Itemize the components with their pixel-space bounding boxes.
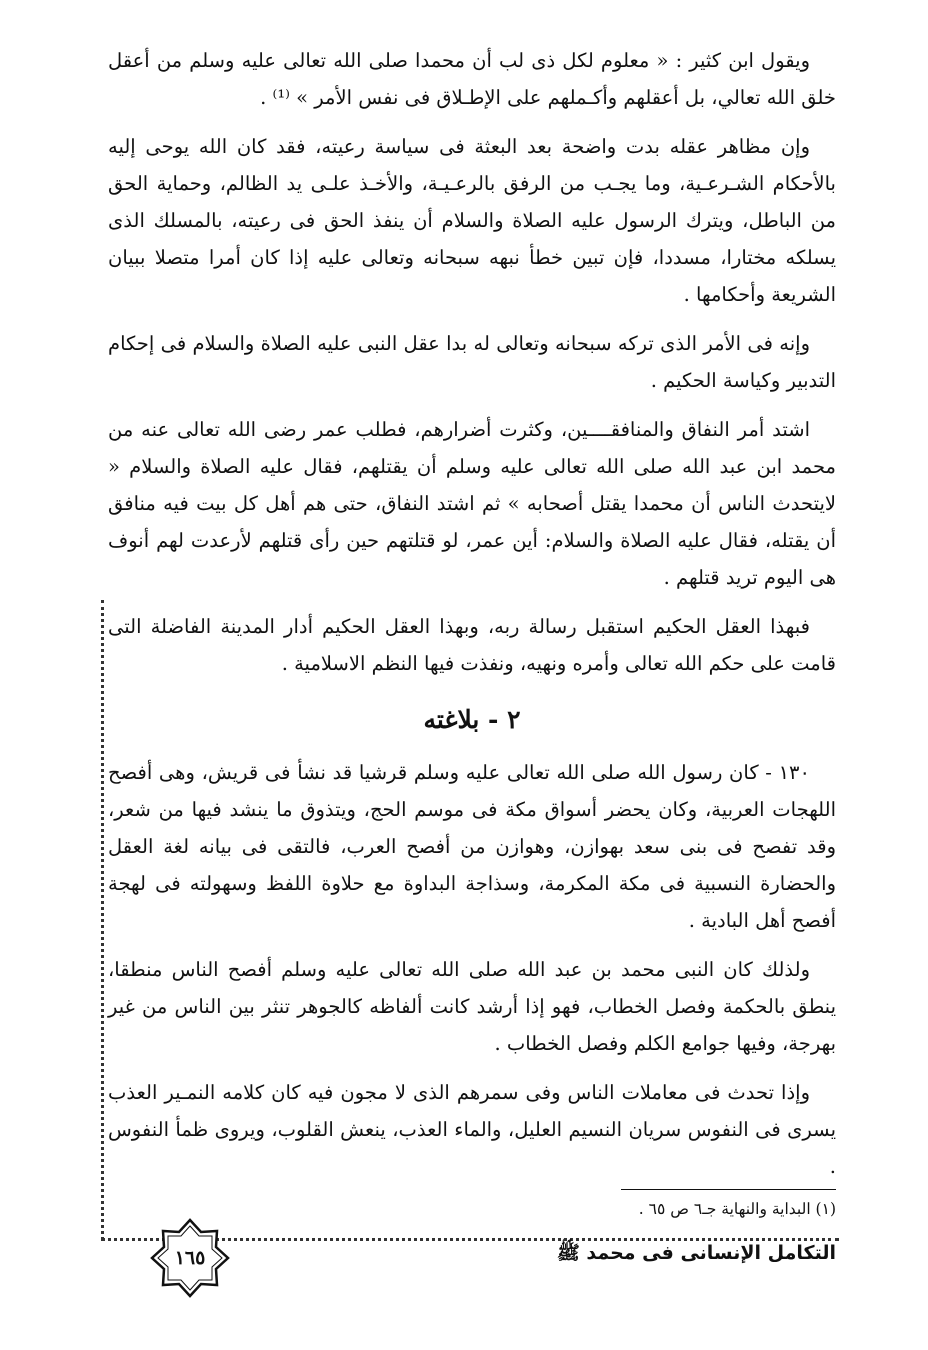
paragraph-text: ولذلك كان النبى محمد بن عبد الله صلى الله تعالى عليه وسلم أفصح الناس منطقا، ينطق بالحكمة وفصل الخطاب، فهو إذا أرشد كانت ألفاظه كالجوهر تنثر بين الناس من غير بهرجة، وفيها جوامع الكلم وفصل الخطاب . xyxy=(108,958,836,1055)
page-body xyxy=(108,42,836,1224)
paragraph-eloquence-origin xyxy=(108,754,836,939)
paragraph-text: ويقول ابن كثير : « معلوم لكل ذى لب أن محمدا صلى الله تعالى عليه وسلم من أعقل خلق الله تعالي، بل أعقلهم وأكـملهم على الإطـلاق فى نفس الأمر » ⁽¹⁾ . xyxy=(108,49,836,109)
footnote-divider xyxy=(621,1189,836,1190)
paragraph-hypocrites xyxy=(108,411,836,596)
running-footer-title: التكامل الإنسانى فى محمد ﷺ xyxy=(556,1242,836,1264)
paragraph-wisdom-of-management xyxy=(108,325,836,399)
footnote: (١) البداية والنهاية جـ٦ ص ٦٥ . xyxy=(638,1200,836,1218)
paragraph-text: وإن مظاهر عقله بدت واضحة بعد البعثة فى سياسة رعيته، فقد كان الله يوحى إليه بالأحكام الشـرعـية، وما يجـب من الرفق بالرعـيـة، والأخـذ علـى يد الظالم، وحماية الحق من الباطل، ويترك الرسول عليه الصلاة والسلام أن ينفذ الحق فى رعيته، بالمسلك الذى يسلكه مختارا، مسددا، فإن تبين خطأ نبهه سبحانه وتعالى عليه إذا كان أمرا متصلا ببيان الشريعة وأحكامها . xyxy=(108,135,836,306)
section-heading: ٢ - بلاغته xyxy=(423,705,521,734)
page-border-left xyxy=(101,600,104,1240)
page-number-badge xyxy=(150,1218,230,1298)
paragraph-text: وإذا تحدث فى معاملات الناس وفى سمرهم الذى لا مجون فيه كان كلامه النمـير العذب يسرى فى النفوس سريان النسيم العليل، والماء العذب، ينعش القلوب، ويروى ظمأ النفوس . xyxy=(108,1081,836,1178)
paragraph-wise-mind xyxy=(108,608,836,682)
paragraph-conversation xyxy=(108,1074,836,1185)
paragraph-most-eloquent xyxy=(108,951,836,1062)
paragraph-text: وإنه فى الأمر الذى تركه سبحانه وتعالى له بدا عقل النبى عليه الصلاة والسلام فى إحكام التدبير وكياسة الحكيم . xyxy=(108,332,836,392)
paragraph-text: اشتد أمر النفاق والمنافقــــين، وكثرت أضرارهم، فطلب عمر رضى الله تعالى عنه من محمد ابن عبد الله صلى الله تعالى عليه وسلم أن يقتلهم، فقال عليه الصلاة والسلام « لايتحدث الناس أن محمدا يقتل أصحابه » ثم اشتد النفاق، حتى هم أهل كل بيت فيه منافق أن يقتله، فقال عليه الصلاة والسلام: أين عمر، لو قتلتهم حين رأى قتلهم لأرعدت لهم أنوف هى اليوم تريد قتلهم . xyxy=(108,418,836,589)
paragraph-text: ١٣٠ - كان رسول الله صلى الله تعالى عليه وسلم قرشيا قد نشأ فى قريش، وهى أفصح اللهجات العربية، وكان يحضر أسواق مكة فى موسم الحج، ويتذوق ما ينشد فيها من شعر، وقد تفصح فى بنى سعد بهوازن، وهوازن من أفصح العرب، فالتقى فى بيانه لغة العقل والحضارة النسبية فى مكة المكرمة، وسذاجة البداوة مع حلاوة اللفظ وسهولته فى لهجة أفصح أهل البادية . xyxy=(108,761,836,932)
paragraph-signs-of-intellect xyxy=(108,128,836,313)
paragraph-ibn-kathir-quote xyxy=(108,42,836,116)
page-number: ١٦٥ xyxy=(174,1247,206,1269)
paragraph-text: فبهذا العقل الحكيم استقبل رسالة ربه، وبهذا العقل الحكيم أدار المدينة الفاضلة التى قامت على حكم الله تعالى وأمره ونهيه، ونفذت فيها النظم الاسلامية . xyxy=(108,615,836,675)
